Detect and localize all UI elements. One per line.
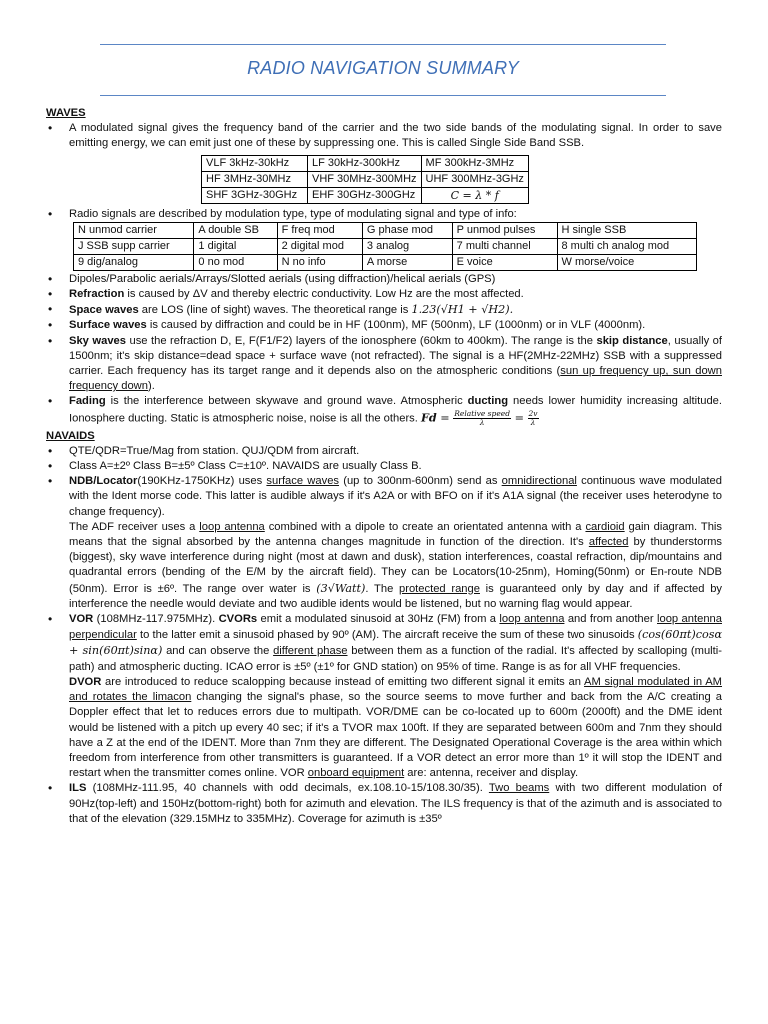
dvor-paragraph: DVOR are introduced to reduce scalopping because instead of emitting two different signal it emits an AM signal modulated in AM and rotates the limacon changing the signal's phase, so the source seems to move further and back from the A/C creating a Doppler effect that let to reduces errors due to multipath. VOR/DME can be co-located up to 600m (2000ft) and the DME ident would be listened with a pitch up every 40 sec; if it's a TVOR max 100ft. If they are separated between 600m and 7nm they should have a Z at the end of the IDENT. More than 7nm they are different. The Designated Operational Coverage is the area within which freedom from interference from other transmitters is guaranteed. If a VOR detect an error more than 1º it will stop the IDENT and restart when the transmitter comes online. VOR onboard equipment are: antenna, receiver and display. — [69, 675, 723, 780]
table-cell: J SSB supp carrier — [74, 238, 194, 254]
table-cell: VHF 30MHz-300MHz — [308, 171, 422, 187]
relative-speed-fraction: $\frac{\text{Relative speed}}{\lambda}$ — [454, 408, 511, 427]
navaids-bullet-classes: • Class A=±2º Class B=±5º Class C=±10º. NAVAIDS are usually Class B. — [46, 459, 722, 474]
modulation-types-table — [73, 222, 697, 271]
table-cell: LF 30kHz-300kHz — [308, 155, 422, 171]
table-cell: HF 3MHz-30MHz — [202, 171, 308, 187]
section-heading-waves: WAVES — [46, 107, 86, 119]
waves-bullet-surface-waves: • Surface waves is caused by diffraction and could be in HF (100nm), MF (500nm), LF (1000nm) or in VLF (4000nm). — [46, 318, 722, 333]
navaids-bullet-ils: • ILS (108MHz-111.95, 40 channels with odd decimals, ex.108.10-15/108.30/35). Two beams with two different modulation of 90Hz(top-left) and 150Hz(bottom-right) both for azimuth and elevation. The ILS frequency is that of the azimuth and is associated to that of the elevation (329.15MHz to 335MHz). Coverage for azimuth is ±35º — [46, 781, 722, 827]
table-cell: E voice — [452, 254, 557, 270]
table-cell: MF 300kHz-3MHz — [421, 155, 528, 171]
table-cell: A morse — [362, 254, 452, 270]
table-cell: EHF 30GHz-300GHz — [308, 187, 422, 203]
table-cell: UHF 300MHz-3GHz — [421, 171, 528, 187]
waves-bullet-aerials: • Dipoles/Parabolic aerials/Arrays/Slotted aerials (using diffraction)/helical aerials (GPS) — [46, 272, 722, 287]
table-row — [74, 222, 697, 238]
document-body — [46, 106, 722, 827]
page-title: RADIO NAVIGATION SUMMARY — [247, 58, 519, 78]
section-heading-navaids: NAVAIDS — [46, 429, 95, 442]
waves-bullet-modulation: • Radio signals are described by modulation type, type of modulating signal and type of info: — [46, 207, 722, 222]
table-cell: P unmod pulses — [452, 222, 557, 238]
table-cell: H single SSB — [557, 222, 697, 238]
navaids-list-2 — [46, 612, 722, 675]
table-cell: G phase mod — [362, 222, 452, 238]
waves-list-2 — [46, 207, 722, 222]
navaids-bullet-ndb: • NDB/Locator(190KHz-1750KHz) uses surface waves (up to 300nm-600nm) send as omnidirectional continuous wave modulated with the Ident morse code. This latter is audible always if it's A2A or with BFO on if it's A1A signal (the receiver uses heterodyne to change frequency). — [46, 474, 722, 520]
table-row — [202, 187, 529, 203]
table-cell: VLF 3kHz-30kHz — [202, 155, 308, 171]
table-cell: A double SB — [194, 222, 277, 238]
table-cell: 8 multi ch analog mod — [557, 238, 697, 254]
table-cell: 0 no mod — [194, 254, 277, 270]
waves-bullet-sky-waves: • Sky waves use the refraction D, E, F(F1/F2) layers of the ionosphere (60km to 400km). The range is the skip distance, usually of 1500nm; it's skip distance=dead space + surface wave (not refracted). The signal is a HF(2MHz-22MHz) SSB with a suppressed carrier. Each frequency has its target range and it depends also on the atmospheric conditions (sun up frequency up, sun down frequency down). — [46, 334, 722, 395]
waves-bullet-space-waves: • Space waves are LOS (line of sight) waves. The theoretical range is 1.23(√H1 + √H2). — [46, 302, 722, 318]
table-row — [202, 155, 529, 171]
table-cell: N no info — [277, 254, 362, 270]
table-cell-formula: C = λ * f — [421, 187, 528, 203]
title-underline-rule — [100, 95, 666, 96]
waves-bullet-fading: • Fading is the interference between skywave and ground wave. Atmospheric ducting needs lower humidity increasing altitude. Ionosphere ducting. Static is atmospheric noise, noise is all the others. Fd = $\frac{\text{Relative speed}}{\lambda}$ = $\frac{2v}{\lambda}$ — [46, 394, 722, 426]
waves-bullet-ssb: • A modulated signal gives the frequency band of the carrier and the two side bands of the modulating signal. In order to save emitting energy, we can emit just one of these by suppressing one. This is called Single Side Band SSB. — [46, 121, 722, 151]
table-cell: 7 multi channel — [452, 238, 557, 254]
table-cell: 3 analog — [362, 238, 452, 254]
table-row — [74, 254, 697, 270]
table-cell: N unmod carrier — [74, 222, 194, 238]
table-cell: 9 dig/analog — [74, 254, 194, 270]
table-row — [202, 171, 529, 187]
navaids-list-3 — [46, 781, 722, 827]
waves-list-3 — [46, 272, 722, 427]
top-rule — [100, 44, 666, 45]
navaids-bullet-vor: • VOR (108MHz-117.975MHz). CVORs emit a modulated sinusoid at 30Hz (FM) from a loop antenna and from another loop antenna perpendicular to the latter emit a sinusoid phased by 90º (AM). The aircraft receive the sum of these two sinusoids (cos(60πt)cosα + sin(60πt)sinα) and can observe the different phase between them as a function of the radial. It's affected by scalloping (multi-path) and atmospheric ducting. ICAO error is ±5º (±1º for GND station) on 95% of time. Range is as for all VHF frequencies. — [46, 612, 722, 675]
navaids-bullet-qte-qdr: • QTE/QDR=True/Mag from station. QUJ/QDM from aircraft. — [46, 444, 722, 459]
frequency-bands-table — [201, 155, 529, 204]
table-cell: W morse/voice — [557, 254, 697, 270]
navaids-list — [46, 444, 722, 520]
table-row — [74, 238, 697, 254]
waves-bullet-refraction: • Refraction is caused by ΔV and thereby electric conductivity. Low Hz are the most affected. — [46, 287, 722, 302]
table-cell: SHF 3GHz-30GHz — [202, 187, 308, 203]
table-cell: 1 digital — [194, 238, 277, 254]
doppler-fraction: $\frac{2v}{\lambda}$ — [528, 408, 538, 427]
table-cell: 2 digital mod — [277, 238, 362, 254]
table-cell: F freq mod — [277, 222, 362, 238]
adf-paragraph: The ADF receiver uses a loop antenna combined with a dipole to create an orientated antenna with a cardioid gain diagram. This means that the signal absorbed by the antenna changes magnitude in function of the direction. It's affected by thunderstorms (biggest), sky wave interference during night (most at dawn and dusk), station interferences, coastal refraction, dip/mountains and quadrantal errors (bending of the E/M by the aircraft field). They can be Locators(10-25nm), Homing(50nm) or En-route NDB (50nm). Error is ±6º. The range over water is (3√Watt). The protected range is guaranteed only by day and if affected by interference the needle would deviate and two audible idents would be listened, but no warning flag would appear. — [69, 520, 723, 610]
waves-list — [46, 121, 722, 151]
